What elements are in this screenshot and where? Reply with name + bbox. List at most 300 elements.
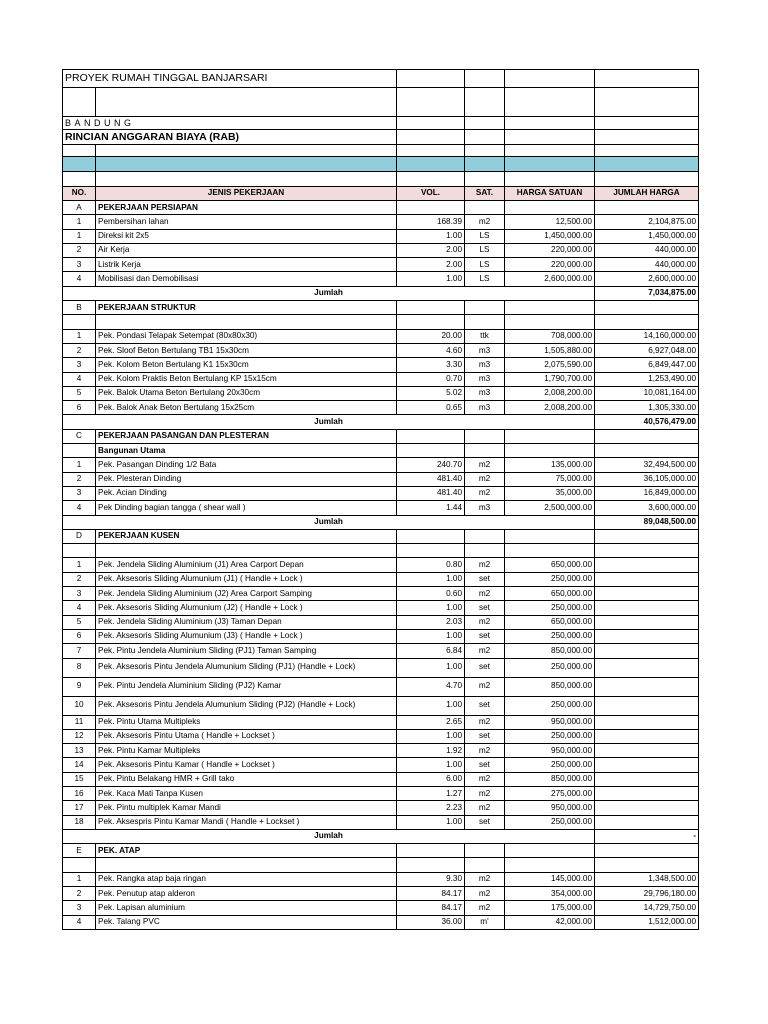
item-number: 1 — [63, 229, 96, 243]
item-number: 6 — [63, 401, 96, 415]
item-volume: 2.00 — [397, 243, 465, 257]
item-total-price: 6,927,048.00 — [595, 343, 699, 357]
empty-cell — [96, 544, 397, 558]
item-unit-price: 250,000.00 — [505, 815, 595, 829]
section-total-label: Jumlah — [63, 829, 595, 843]
item-description: Pek. Aksesoris Pintu Jendela Alumunium Sliding (PJ1) (Handle + Lock) — [96, 658, 397, 677]
empty-cell — [465, 444, 505, 458]
item-unit-price: 250,000.00 — [505, 729, 595, 743]
item-volume: 1.00 — [397, 696, 465, 715]
item-unit: m3 — [465, 386, 505, 400]
empty-cell — [397, 301, 465, 315]
empty-cell — [505, 315, 595, 329]
table-row — [63, 801, 699, 815]
empty-cell — [505, 301, 595, 315]
item-volume: 36.00 — [397, 915, 465, 929]
empty-cell — [96, 858, 397, 872]
table-row — [63, 329, 699, 343]
item-volume: 168.39 — [397, 215, 465, 229]
empty-cell — [397, 529, 465, 543]
item-volume: 2.00 — [397, 258, 465, 272]
section-header-row — [63, 301, 699, 315]
item-unit-price: 250,000.00 — [505, 572, 595, 586]
table-row — [63, 658, 699, 677]
col-header-total-price: JUMLAH HARGA — [595, 187, 699, 201]
col-header-description: JENIS PEKERJAAN — [96, 187, 397, 201]
item-unit-price: 2,600,000.00 — [505, 272, 595, 286]
table-row — [63, 677, 699, 696]
item-description: Pek. Jendela Sliding Aluminium (J3) Taman Depan — [96, 615, 397, 629]
item-total-price — [595, 786, 699, 800]
item-number: 4 — [63, 272, 96, 286]
item-unit-price: 1,505,880.00 — [505, 343, 595, 357]
item-unit-price: 175,000.00 — [505, 901, 595, 915]
item-total-price: 1,305,330.00 — [595, 401, 699, 415]
item-unit: LS — [465, 258, 505, 272]
section-code: A — [63, 201, 96, 215]
item-unit: m2 — [465, 715, 505, 729]
item-unit-price: 42,000.00 — [505, 915, 595, 929]
item-volume: 4.70 — [397, 677, 465, 696]
item-unit-price: 250,000.00 — [505, 629, 595, 643]
table-row — [63, 887, 699, 901]
section-title: PEKERJAAN PERSIAPAN — [96, 201, 397, 215]
item-description: Pek. Jendela Sliding Aluminium (J2) Area Carport Samping — [96, 587, 397, 601]
table-row — [63, 715, 699, 729]
table-row — [63, 696, 699, 715]
item-number: 4 — [63, 501, 96, 515]
item-unit: set — [465, 572, 505, 586]
empty-cell — [397, 858, 465, 872]
item-unit: m2 — [465, 486, 505, 500]
table-row — [63, 872, 699, 886]
empty-cell — [505, 529, 595, 543]
project-city: BANDUNG — [63, 117, 397, 130]
table-row — [63, 744, 699, 758]
item-volume: 1.00 — [397, 815, 465, 829]
item-total-price — [595, 677, 699, 696]
item-unit-price: 708,000.00 — [505, 329, 595, 343]
item-unit: m2 — [465, 901, 505, 915]
item-number: 1 — [63, 215, 96, 229]
item-description: Pek. Aksesoris Sliding Alumunium (J1) ( Handle + Lock ) — [96, 572, 397, 586]
empty-cell — [505, 544, 595, 558]
item-volume: 1.00 — [397, 601, 465, 615]
item-unit-price: 250,000.00 — [505, 696, 595, 715]
empty-cell — [63, 444, 96, 458]
item-unit-price: 354,000.00 — [505, 887, 595, 901]
item-total-price: 440,000.00 — [595, 258, 699, 272]
empty-cell — [397, 201, 465, 215]
empty-cell — [465, 201, 505, 215]
item-unit: m2 — [465, 801, 505, 815]
item-unit: m3 — [465, 401, 505, 415]
item-unit: m2 — [465, 772, 505, 786]
document-subtitle: RINCIAN ANGGARAN BIAYA (RAB) — [63, 130, 397, 145]
item-description: Pek. Jendela Sliding Aluminium (J1) Area Carport Depan — [96, 558, 397, 572]
table-row — [63, 601, 699, 615]
table-row — [63, 458, 699, 472]
item-total-price — [595, 772, 699, 786]
item-volume: 20.00 — [397, 329, 465, 343]
item-unit-price: 850,000.00 — [505, 677, 595, 696]
item-total-price: 10,081,164.00 — [595, 386, 699, 400]
item-unit-price: 250,000.00 — [505, 758, 595, 772]
empty-cell — [96, 315, 397, 329]
item-total-price — [595, 729, 699, 743]
empty-cell — [397, 444, 465, 458]
item-unit-price: 220,000.00 — [505, 243, 595, 257]
item-description: Pek. Kaca Mati Tanpa Kusen — [96, 786, 397, 800]
col-header-unit: SAT. — [465, 187, 505, 201]
item-volume: 1.00 — [397, 729, 465, 743]
section-code: C — [63, 429, 96, 443]
table-row — [63, 258, 699, 272]
table-row — [63, 644, 699, 658]
item-unit-price: 850,000.00 — [505, 644, 595, 658]
table-row — [63, 501, 699, 515]
item-number: 3 — [63, 258, 96, 272]
item-total-price — [595, 696, 699, 715]
item-total-price — [595, 572, 699, 586]
item-description: Pek. Sloof Beton Bertulang TB1 15x30cm — [96, 343, 397, 357]
item-unit: set — [465, 696, 505, 715]
item-unit-price: 950,000.00 — [505, 801, 595, 815]
item-number: 4 — [63, 601, 96, 615]
item-unit: set — [465, 729, 505, 743]
empty-cell — [595, 858, 699, 872]
item-number: 10 — [63, 696, 96, 715]
item-description: Pek. Aksesoris Sliding Alumunium (J3) ( Handle + Lock ) — [96, 629, 397, 643]
item-number: 7 — [63, 644, 96, 658]
empty-cell — [465, 844, 505, 858]
section-total-row — [63, 829, 699, 843]
item-total-price: 32,494,500.00 — [595, 458, 699, 472]
item-unit: set — [465, 758, 505, 772]
item-number: 2 — [63, 472, 96, 486]
item-unit: ttk — [465, 329, 505, 343]
item-description: Pek. Aksesoris Pintu Kamar ( Handle + Lockset ) — [96, 758, 397, 772]
item-description: Pek. Aksesoris Pintu Jendela Alumunium Sliding (PJ2) (Handle + Lock) — [96, 696, 397, 715]
item-number: 2 — [63, 243, 96, 257]
item-description: Pek. Pintu Kamar Multipleks — [96, 744, 397, 758]
item-total-price — [595, 801, 699, 815]
col-header-unit-price: HARGA SATUAN — [505, 187, 595, 201]
item-total-price: 1,450,000.00 — [595, 229, 699, 243]
item-unit: m2 — [465, 472, 505, 486]
item-unit-price: 1,450,000.00 — [505, 229, 595, 243]
table-row — [63, 229, 699, 243]
empty-cell — [595, 315, 699, 329]
empty-cell — [465, 315, 505, 329]
item-volume: 481.40 — [397, 486, 465, 500]
section-title: PEK. ATAP — [96, 844, 397, 858]
table-row — [63, 786, 699, 800]
item-unit-price: 950,000.00 — [505, 715, 595, 729]
section-header-row — [63, 529, 699, 543]
table-row — [63, 758, 699, 772]
blank-row — [63, 858, 699, 872]
item-unit: m2 — [465, 215, 505, 229]
item-number: 17 — [63, 801, 96, 815]
item-unit-price: 650,000.00 — [505, 587, 595, 601]
item-total-price: 6,849,447.00 — [595, 358, 699, 372]
item-description: Pek. Lapisan aluminium — [96, 901, 397, 915]
item-number: 16 — [63, 786, 96, 800]
empty-cell — [63, 544, 96, 558]
empty-cell — [595, 444, 699, 458]
item-unit: m2 — [465, 872, 505, 886]
item-volume: 84.17 — [397, 887, 465, 901]
item-number: 18 — [63, 815, 96, 829]
item-number: 1 — [63, 458, 96, 472]
item-total-price — [595, 758, 699, 772]
item-volume: 6.84 — [397, 644, 465, 658]
item-unit: m2 — [465, 887, 505, 901]
section-total-row — [63, 415, 699, 429]
item-volume: 1.00 — [397, 272, 465, 286]
item-unit: m2 — [465, 615, 505, 629]
table-row — [63, 243, 699, 257]
item-description: Pembersihan lahan — [96, 215, 397, 229]
project-title: PROYEK RUMAH TINGGAL BANJARSARI — [63, 70, 397, 88]
item-volume: 6.00 — [397, 772, 465, 786]
item-unit: m2 — [465, 644, 505, 658]
empty-cell — [397, 315, 465, 329]
item-total-price — [595, 558, 699, 572]
item-volume: 9.30 — [397, 872, 465, 886]
item-total-price: 29,796,180.00 — [595, 887, 699, 901]
item-total-price: 440,000.00 — [595, 243, 699, 257]
item-description: Pek. Penutup atap alderon — [96, 887, 397, 901]
item-description: Pek. Pondasi Telapak Setempat (80x80x30) — [96, 329, 397, 343]
item-description: Pek. Aksesoris Sliding Alumunium (J2) ( Handle + Lock ) — [96, 601, 397, 615]
item-description: Pek. Acian Dinding — [96, 486, 397, 500]
section-title: PEKERJAAN STRUKTUR — [96, 301, 397, 315]
item-description: Direksi kit 2x5 — [96, 229, 397, 243]
item-unit-price: 220,000.00 — [505, 258, 595, 272]
item-total-price: 14,160,000.00 — [595, 329, 699, 343]
empty-cell — [63, 858, 96, 872]
item-description: Pek. Pintu multiplek Kamar Mandi — [96, 801, 397, 815]
item-total-price — [595, 601, 699, 615]
item-number: 13 — [63, 744, 96, 758]
table-row — [63, 729, 699, 743]
item-volume: 5.02 — [397, 386, 465, 400]
table-row — [63, 915, 699, 929]
item-unit-price: 75,000.00 — [505, 472, 595, 486]
empty-cell — [397, 544, 465, 558]
item-unit-price: 12,500.00 — [505, 215, 595, 229]
item-total-price: 16,849,000.00 — [595, 486, 699, 500]
item-total-price: 36,105,000.00 — [595, 472, 699, 486]
item-number: 6 — [63, 629, 96, 643]
item-total-price — [595, 658, 699, 677]
item-total-price — [595, 815, 699, 829]
empty-cell — [465, 301, 505, 315]
item-volume: 0.80 — [397, 558, 465, 572]
item-number: 3 — [63, 901, 96, 915]
section-code: E — [63, 844, 96, 858]
item-unit-price: 135,000.00 — [505, 458, 595, 472]
item-volume: 1.00 — [397, 658, 465, 677]
section-code: D — [63, 529, 96, 543]
table-row — [63, 815, 699, 829]
item-unit-price: 850,000.00 — [505, 772, 595, 786]
item-unit-price: 275,000.00 — [505, 786, 595, 800]
item-description: Pek. Talang PVC — [96, 915, 397, 929]
item-description: Pek. Balok Utama Beton Bertulang 20x30cm — [96, 386, 397, 400]
item-description: Air Kerja — [96, 243, 397, 257]
empty-cell — [595, 529, 699, 543]
item-unit: LS — [465, 272, 505, 286]
col-header-volume: VOL. — [397, 187, 465, 201]
empty-cell — [595, 201, 699, 215]
table-row — [63, 401, 699, 415]
item-number: 1 — [63, 558, 96, 572]
empty-cell — [505, 858, 595, 872]
section-total-label: Jumlah — [63, 286, 595, 300]
item-unit: m3 — [465, 372, 505, 386]
item-number: 3 — [63, 486, 96, 500]
empty-cell — [595, 544, 699, 558]
item-unit: set — [465, 658, 505, 677]
item-total-price — [595, 615, 699, 629]
empty-cell — [465, 429, 505, 443]
item-volume: 1.00 — [397, 758, 465, 772]
table-row — [63, 272, 699, 286]
table-row — [63, 772, 699, 786]
section-total-row — [63, 286, 699, 300]
item-volume: 4.60 — [397, 343, 465, 357]
item-unit-price: 650,000.00 — [505, 615, 595, 629]
empty-cell — [595, 429, 699, 443]
item-description: Pek. Pasangan Dinding 1/2 Bata — [96, 458, 397, 472]
item-total-price: 1,348,500.00 — [595, 872, 699, 886]
section-total-value: 89,048,500.00 — [595, 515, 699, 529]
item-number: 15 — [63, 772, 96, 786]
item-volume: 240.70 — [397, 458, 465, 472]
item-number: 1 — [63, 872, 96, 886]
item-number: 2 — [63, 343, 96, 357]
item-description: Mobilisasi dan Demobilisasi — [96, 272, 397, 286]
item-unit: m3 — [465, 358, 505, 372]
item-unit-price: 250,000.00 — [505, 658, 595, 677]
column-header-row — [63, 187, 699, 201]
empty-cell — [505, 844, 595, 858]
item-number: 3 — [63, 358, 96, 372]
item-unit-price: 2,008,200.00 — [505, 386, 595, 400]
item-unit: m' — [465, 915, 505, 929]
item-volume: 1.00 — [397, 572, 465, 586]
table-row — [63, 215, 699, 229]
item-number: 2 — [63, 572, 96, 586]
table-row — [63, 572, 699, 586]
item-volume: 0.70 — [397, 372, 465, 386]
item-unit-price: 145,000.00 — [505, 872, 595, 886]
item-total-price — [595, 587, 699, 601]
item-unit: m3 — [465, 343, 505, 357]
item-number: 9 — [63, 677, 96, 696]
empty-cell — [397, 429, 465, 443]
section-header-row — [63, 201, 699, 215]
item-volume: 2.03 — [397, 615, 465, 629]
item-total-price: 2,600,000.00 — [595, 272, 699, 286]
item-volume: 481.40 — [397, 472, 465, 486]
table-row — [63, 587, 699, 601]
table-row — [63, 629, 699, 643]
item-volume: 0.60 — [397, 587, 465, 601]
item-volume: 2.65 — [397, 715, 465, 729]
section-title: PEKERJAAN KUSEN — [96, 529, 397, 543]
item-number: 4 — [63, 915, 96, 929]
item-total-price: 1,253,490.00 — [595, 372, 699, 386]
section-total-value: 7,034,875.00 — [595, 286, 699, 300]
item-unit: LS — [465, 243, 505, 257]
table-row — [63, 386, 699, 400]
item-unit-price: 35,000.00 — [505, 486, 595, 500]
item-total-price: 1,512,000.00 — [595, 915, 699, 929]
item-number: 14 — [63, 758, 96, 772]
table-row — [63, 358, 699, 372]
item-number: 5 — [63, 615, 96, 629]
table-row — [63, 558, 699, 572]
item-total-price — [595, 629, 699, 643]
item-description: Pek. Pintu Jendela Aluminium Sliding (PJ1) Taman Samping — [96, 644, 397, 658]
empty-cell — [63, 315, 96, 329]
item-description: Pek Dinding bagian tangga ( shear wall ) — [96, 501, 397, 515]
item-unit: set — [465, 815, 505, 829]
item-unit-price: 250,000.00 — [505, 601, 595, 615]
item-volume: 1.44 — [397, 501, 465, 515]
item-description: Pek. Aksesoris Pintu Utama ( Handle + Lockset ) — [96, 729, 397, 743]
item-unit-price: 2,008,200.00 — [505, 401, 595, 415]
item-unit: m3 — [465, 501, 505, 515]
item-total-price: 2,104,875.00 — [595, 215, 699, 229]
item-total-price — [595, 744, 699, 758]
item-volume: 1.00 — [397, 629, 465, 643]
item-number: 11 — [63, 715, 96, 729]
item-number: 3 — [63, 587, 96, 601]
item-volume: 2.23 — [397, 801, 465, 815]
empty-cell — [505, 201, 595, 215]
item-description: Pek. Pintu Belakang HMR + Grill tako — [96, 772, 397, 786]
item-unit-price: 1,790,700.00 — [505, 372, 595, 386]
item-volume: 1.00 — [397, 229, 465, 243]
section-total-label: Jumlah — [63, 515, 595, 529]
item-description: Pek. Balok Anak Beton Bertulang 15x25cm — [96, 401, 397, 415]
item-description: Pek. Kolom Beton Bertulang K1 15x30cm — [96, 358, 397, 372]
item-description: Listrik Kerja — [96, 258, 397, 272]
item-number: 1 — [63, 329, 96, 343]
item-total-price — [595, 644, 699, 658]
blue-band-row — [63, 157, 699, 172]
item-description: Pek. Pintu Utama Multipleks — [96, 715, 397, 729]
section-subheading: Bangunan Utama — [96, 444, 397, 458]
empty-cell — [465, 858, 505, 872]
item-total-price — [595, 715, 699, 729]
table-row — [63, 901, 699, 915]
empty-cell — [505, 429, 595, 443]
section-header-row — [63, 844, 699, 858]
item-description: Pek. Rangka atap baja ringan — [96, 872, 397, 886]
section-total-value: - — [595, 829, 699, 843]
table-row — [63, 615, 699, 629]
table-row — [63, 472, 699, 486]
section-total-label: Jumlah — [63, 415, 595, 429]
empty-cell — [465, 544, 505, 558]
empty-cell — [595, 301, 699, 315]
